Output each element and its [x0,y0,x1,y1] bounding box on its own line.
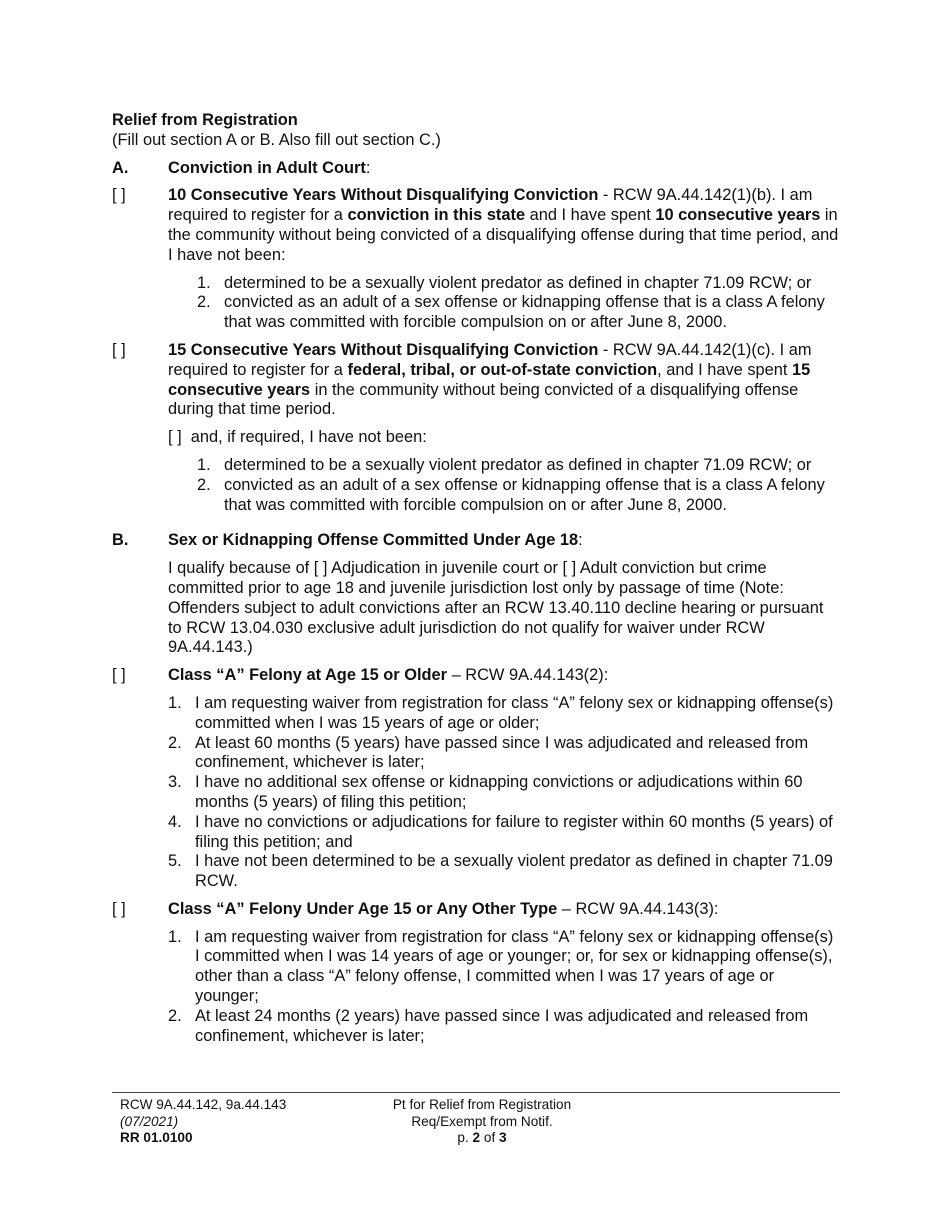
list-text: convicted as an adult of a sex offense or kidnapping offense that is a class A felony that was committed with forcible compulsion on or after June 8, 2000. [224,475,825,514]
option-15-years-text3: in the community without being convicted of a disqualifying offense during that time period. [168,380,799,419]
list-number: 2. [168,733,182,752]
option-10-years-bold3: 10 consecutive years [655,206,821,225]
list-item [168,773,840,813]
footer-statute: RCW 9A.44.142, 9a.44.143 [120,1097,287,1112]
list-text: I am requesting waiver from registration for class “A” felony sex or kidnapping offense(s) committed when I was 15 years of age or older; [195,693,834,732]
footer-form-subtitle: Req/Exempt from Notif. [411,1113,553,1129]
section-a-letter: A. [112,158,129,177]
option-15-years-checkbox[interactable]: [ ] [112,340,126,359]
page-of: of [480,1130,499,1145]
list-item [168,734,840,774]
list-number: 1. [197,273,211,292]
section-a-heading [112,159,840,179]
section-b-letter: B. [112,531,129,550]
list-text: I have no additional sex offense or kidnapping convictions or adjudications within 60 months (5 years) of filing this petition; [195,773,803,811]
option-class-a-under-15-text1: – RCW 9A.44.143(3): [557,899,719,918]
option-15-years-list [197,456,840,515]
list-number: 1. [168,927,182,946]
option-class-a-15-older [112,666,840,686]
page-footer [112,1092,840,1145]
page-prefix: p. [457,1130,473,1145]
list-item [168,928,840,1007]
list-number: 1. [168,693,182,712]
option-class-a-15-older-list [168,694,840,892]
list-number: 5. [168,852,182,871]
option-class-a-15-older-title: Class “A” Felony at Age 15 or Older [168,666,448,685]
page-current: 2 [472,1130,481,1145]
section-a-colon: : [365,158,371,177]
option-15-years-sub [168,428,840,448]
option-15-years-bold3: 15 consecutive years [168,360,811,399]
option-10-years-text [168,186,840,265]
list-item [197,456,840,476]
option-class-a-under-15 [112,900,840,920]
list-number: 2. [197,475,211,494]
list-item [168,852,840,892]
list-text: I have not been determined to be a sexually violent predator as defined in chapter 71.09 RCW. [195,852,833,891]
list-item [197,476,840,516]
list-number: 2. [197,293,211,312]
list-text: determined to be a sexually violent predator as defined in chapter 71.09 RCW; or [224,273,812,292]
section-b-title: Sex or Kidnapping Offense Committed Under Age 18 [168,531,579,550]
list-text: I have no convictions or adjudications for failure to register within 60 months (5 years) of filing this petition; and [195,812,833,851]
list-number: 3. [168,773,182,792]
list-text: convicted as an adult of a sex offense or kidnapping offense that is a class A felony that was committed with forcible compulsion on or after June 8, 2000. [224,293,825,332]
list-text: determined to be a sexually violent predator as defined in chapter 71.09 RCW; or [224,455,812,474]
option-class-a-15-older-text1: – RCW 9A.44.143(2): [447,666,609,685]
option-15-years-text [168,341,840,420]
list-text: At least 24 months (2 years) have passed since I was adjudicated and released from confinement, whichever is later; [195,1006,809,1045]
list-item [197,293,840,333]
option-class-a-15-older-checkbox[interactable]: [ ] [112,666,126,685]
section-a-title: Conviction in Adult Court [168,158,366,177]
section-b-paragraph: I qualify because of [ ] Adjudication in juvenile court or [ ] Adult conviction but crime committed prior to age 18 and juvenile jurisdiction lost only by passage of time (Note: Offenders subject to adult convictions after an RCW 13.40.110 decline hearing or pursuant to RCW 13.04.030 exclusive adult jurisdiction do not qualify for waiver under RCW 9A.44.143.) [168,559,824,657]
option-class-a-under-15-list [168,928,840,1047]
option-class-a-15-older-text [168,666,840,686]
option-10-years-title: 10 Consecutive Years Without Disqualifying Conviction [168,186,599,205]
option-class-a-under-15-checkbox[interactable]: [ ] [112,899,126,918]
list-item [168,813,840,853]
list-text: At least 60 months (5 years) have passed since I was adjudicated and released from confinement, whichever is later; [195,733,809,772]
list-item [168,694,840,734]
list-text: I am requesting waiver from registration for class “A” felony sex or kidnapping offense(s) I committed when I was 14 years of age or younger; or, for sex or kidnapping offense(s), other than a class “A” felony offense, I committed when I was 17 years of age or younger; [195,927,834,1006]
instruction-text: (Fill out section A or B. Also fill out section C.) [112,130,441,149]
page-title: Relief from Registration [112,111,298,129]
document-page [112,111,840,1046]
list-number: 1. [197,455,211,474]
option-15-years-sub-text: and, if required, I have not been: [190,428,427,447]
section-b-heading [112,531,840,551]
option-15-years-title: 15 Consecutive Years Without Disqualifying Conviction [168,340,599,359]
footer-left [120,1097,286,1147]
option-15-years-text1: - RCW 9A.44.142(1)(c). I am required to register for a [168,340,812,379]
option-10-years-list [197,274,840,333]
footer-form-title: Pt for Relief from Registration [392,1097,572,1112]
option-15-years-text2: , and I have spent [657,360,792,379]
option-class-a-under-15-title: Class “A” Felony Under Age 15 or Any Other Type [168,899,558,918]
footer-center [384,1097,580,1147]
option-class-a-under-15-text [168,900,840,920]
page-total: 3 [499,1130,507,1145]
list-number: 4. [168,812,182,831]
footer-form-code: RR 01.0100 [120,1130,193,1145]
option-15-years-bold2: federal, tribal, or out-of-state conviction [347,360,658,379]
option-15-years-sub-checkbox[interactable]: [ ] [168,428,182,447]
option-10-years-text1: - RCW 9A.44.142(1)(b). I am required to register for a [168,186,813,225]
list-number: 2. [168,1006,182,1025]
list-item [168,1007,840,1047]
option-10-years [112,186,840,265]
footer-date: (07/2021) [120,1113,179,1129]
footer-page-number [384,1130,580,1147]
option-10-years-checkbox[interactable]: [ ] [112,186,126,205]
option-10-years-text3: in the community without being convicted of a disqualifying offense during that time period, and I have not been: [168,206,839,264]
option-10-years-bold2: conviction in this state [347,206,526,225]
option-15-years [112,341,840,420]
list-item [197,274,840,294]
option-10-years-text2: and I have spent [525,206,656,225]
section-b-colon: : [578,531,583,550]
